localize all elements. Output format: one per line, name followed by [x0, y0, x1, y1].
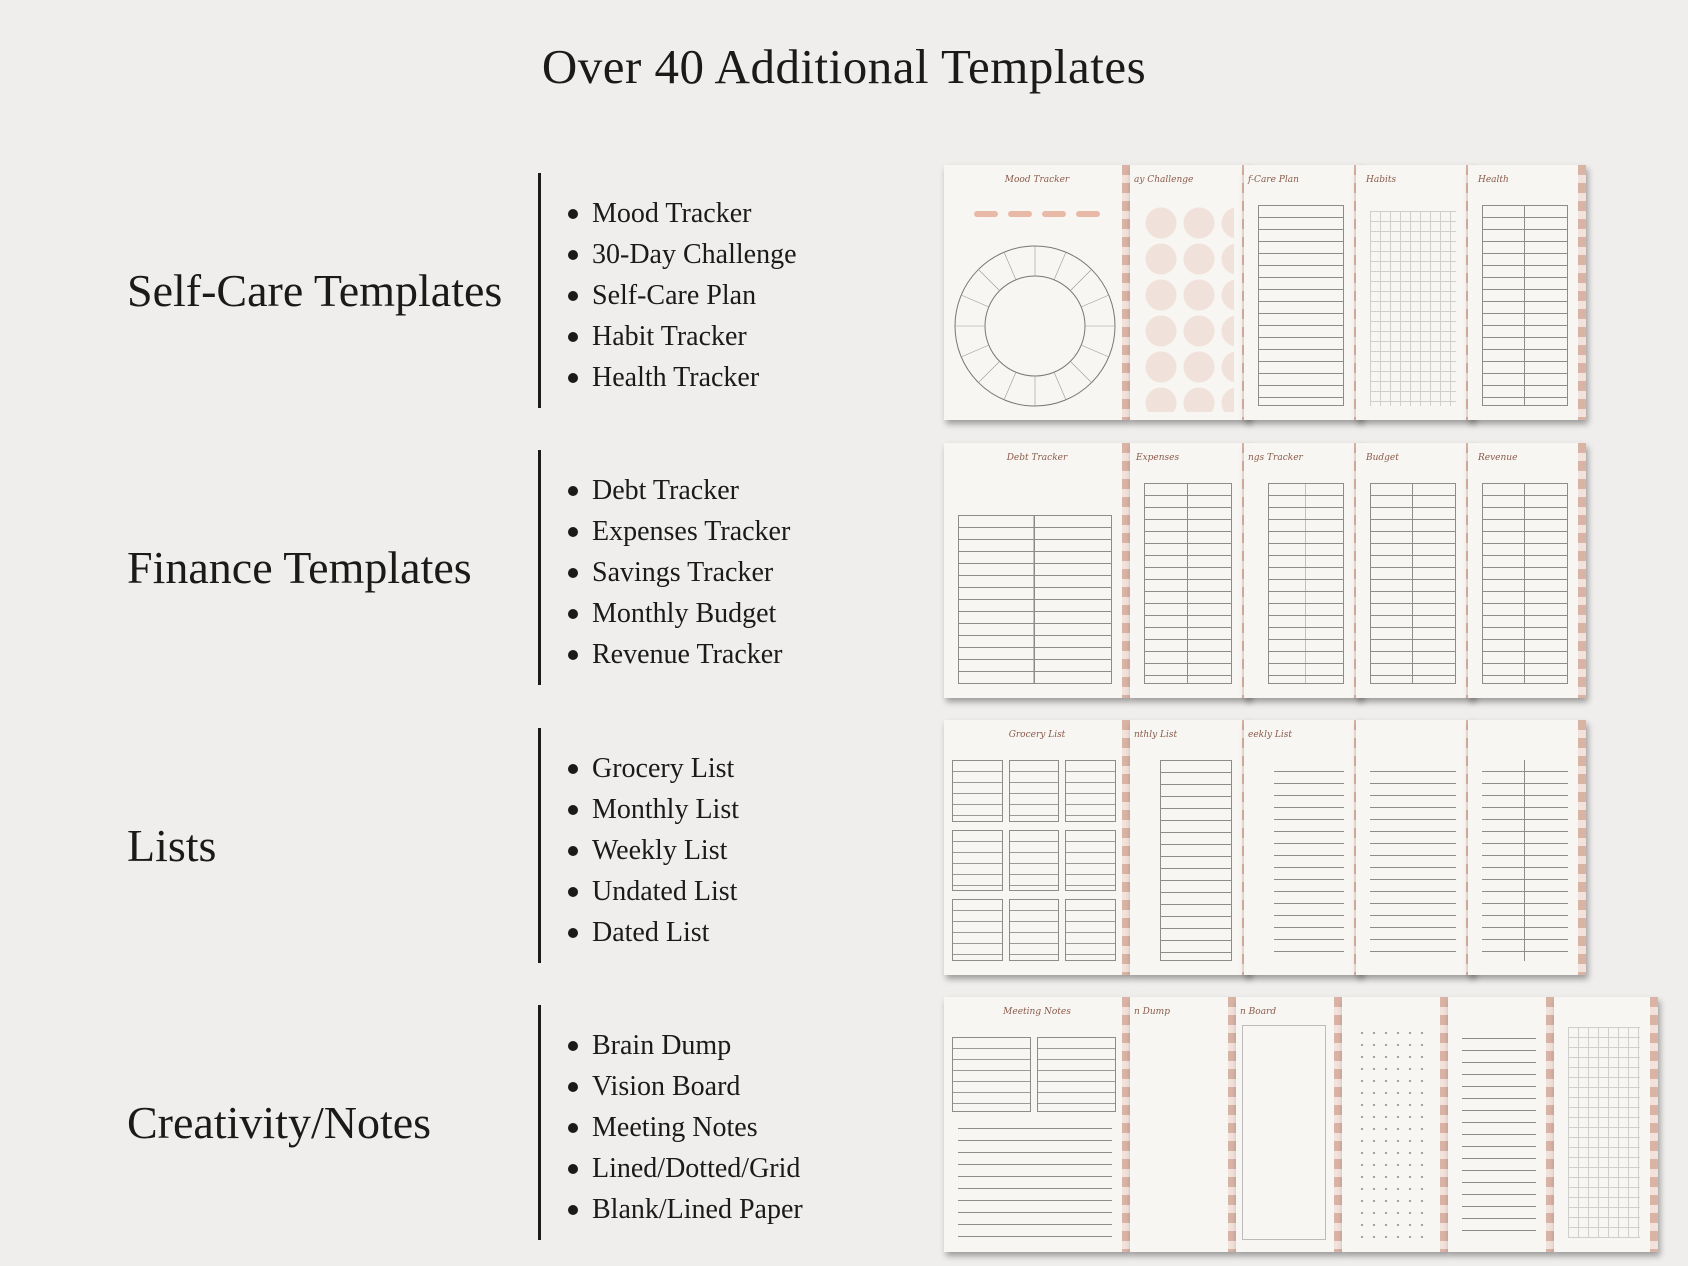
section-heading: Creativity/Notes — [127, 1097, 432, 1148]
list-item: Mood Tracker — [568, 193, 797, 234]
list-item: Dated List — [568, 912, 739, 953]
thumbnail-budget: Budget — [1356, 443, 1474, 698]
thumbnail-undated-list — [1356, 720, 1474, 975]
thumbnail-expenses: Expenses — [1130, 443, 1250, 698]
list-item: Vision Board — [568, 1066, 803, 1107]
section-creativity-notes — [0, 1005, 1688, 1240]
list-item: Brain Dump — [568, 1025, 803, 1066]
thumbnail-grocery-list: Grocery List — [944, 720, 1130, 975]
list-item: Habit Tracker — [568, 316, 797, 357]
list-item: Expenses Tracker — [568, 511, 790, 552]
bullet-icon — [568, 250, 578, 260]
template-list — [568, 1025, 803, 1230]
thumbnail-habits: Habits — [1356, 165, 1474, 420]
list-item: Monthly List — [568, 789, 739, 830]
bullet-icon — [568, 373, 578, 383]
section-lists — [0, 728, 1688, 963]
template-previews — [944, 165, 1664, 420]
template-list — [568, 470, 790, 675]
bullet-icon — [568, 609, 578, 619]
bullet-icon — [568, 650, 578, 660]
bullet-icon — [568, 527, 578, 537]
bullet-icon — [568, 1164, 578, 1174]
bullet-icon — [568, 1041, 578, 1051]
section-divider — [538, 728, 541, 963]
bullet-icon — [568, 568, 578, 578]
template-previews — [944, 997, 1664, 1252]
bullet-icon — [568, 1082, 578, 1092]
bullet-icon — [568, 209, 578, 219]
thumbnail-revenue: Revenue — [1468, 443, 1586, 698]
list-item: Debt Tracker — [568, 470, 790, 511]
bullet-icon — [568, 486, 578, 496]
template-list — [568, 193, 797, 398]
thumbnail-health: Health — [1468, 165, 1586, 420]
section-heading: Finance Templates — [127, 542, 472, 593]
list-item: Lined/Dotted/Grid — [568, 1148, 803, 1189]
list-item: Grocery List — [568, 748, 739, 789]
list-item: Meeting Notes — [568, 1107, 803, 1148]
bullet-icon — [568, 291, 578, 301]
page-title: Over 40 Additional Templates — [541, 39, 1147, 94]
section-heading: Lists — [127, 820, 217, 871]
template-previews — [944, 443, 1664, 698]
thumbnail-30-day-challenge: ay Challenge — [1130, 165, 1250, 420]
thumbnail-mood-tracker: Mood Tracker — [944, 165, 1130, 420]
bullet-icon — [568, 928, 578, 938]
thumbnail-weekly-list: eekly List — [1244, 720, 1362, 975]
list-item: 30-Day Challenge — [568, 234, 797, 275]
thumbnail-meeting-notes: Meeting Notes — [944, 997, 1130, 1252]
thumbnail-monthly-list: nthly List — [1130, 720, 1250, 975]
bullet-icon — [568, 332, 578, 342]
list-item: Weekly List — [568, 830, 739, 871]
thumbnail-self-care-plan: f-Care Plan — [1244, 165, 1362, 420]
section-divider — [538, 450, 541, 685]
thumbnail-lined — [1448, 997, 1554, 1252]
thumbnail-dotted — [1342, 997, 1448, 1252]
section-heading: Self-Care Templates — [127, 265, 503, 316]
bullet-icon — [568, 887, 578, 897]
thumbnail-vision-board: n Board — [1236, 997, 1342, 1252]
bullet-icon — [568, 1205, 578, 1215]
list-item: Blank/Lined Paper — [568, 1189, 803, 1230]
bullet-icon — [568, 805, 578, 815]
bullet-icon — [568, 1123, 578, 1133]
thumbnail-savings-tracker: ngs Tracker — [1244, 443, 1362, 698]
mood-wheel-icon — [952, 243, 1118, 409]
list-item: Monthly Budget — [568, 593, 790, 634]
bullet-icon — [568, 764, 578, 774]
section-divider — [538, 173, 541, 408]
list-item: Health Tracker — [568, 357, 797, 398]
section-divider — [538, 1005, 541, 1240]
list-item: Undated List — [568, 871, 739, 912]
section-self-care — [0, 173, 1688, 408]
template-list — [568, 748, 739, 953]
list-item: Self-Care Plan — [568, 275, 797, 316]
thumbnail-brain-dump: n Dump — [1130, 997, 1236, 1252]
bullet-icon — [568, 846, 578, 856]
thumbnail-debt-tracker: Debt Tracker — [944, 443, 1130, 698]
thumbnail-grid — [1554, 997, 1658, 1252]
template-previews — [944, 720, 1664, 975]
list-item: Savings Tracker — [568, 552, 790, 593]
section-finance — [0, 450, 1688, 685]
list-item: Revenue Tracker — [568, 634, 790, 675]
thumbnail-dated-list — [1468, 720, 1586, 975]
